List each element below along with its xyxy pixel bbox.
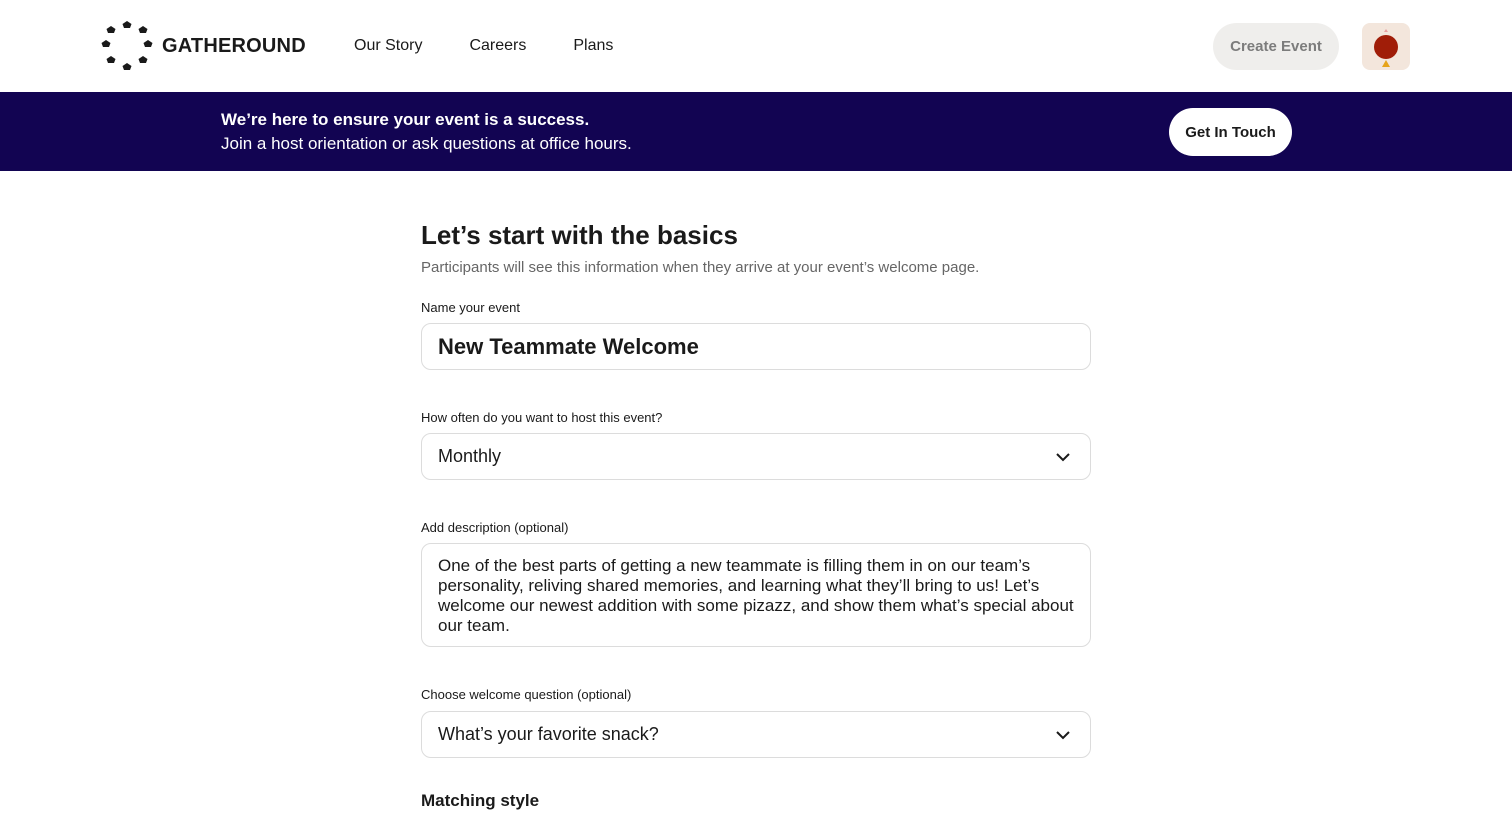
frequency-select[interactable] [421, 433, 1091, 480]
nav-careers[interactable]: Careers [469, 37, 527, 54]
avatar-illustration-icon [1362, 23, 1410, 70]
banner-subtitle: Join a host orientation or ask questions at office hours. [221, 134, 632, 153]
brand-logo[interactable] [101, 20, 306, 72]
create-event-button[interactable]: Create Event [1213, 23, 1339, 70]
page-description: Participants will see this information when they arrive at your event’s welcome page. [421, 259, 980, 276]
frequency-label: How often do you want to host this event? [421, 410, 663, 425]
nav-plans[interactable]: Plans [573, 37, 614, 54]
top-header [0, 0, 1512, 92]
welcome-question-select[interactable] [421, 711, 1091, 758]
welcome-question-value: What’s your favorite snack? [438, 724, 659, 744]
chevron-down-icon [1055, 449, 1071, 465]
banner-title: We’re here to ensure your event is a success. [221, 110, 590, 129]
matching-style-heading: Matching style [421, 791, 540, 810]
chevron-down-icon [1055, 727, 1071, 743]
description-textarea[interactable]: One of the best parts of getting a new teammate is filling them in on our team’s personality, reliving shared memories, and learning what they’ll bring to us! Let’s welcome our newest addition with some pizazz, and show them what’s special about our team. [421, 543, 1091, 647]
description-label: Add description (optional) [421, 520, 569, 535]
event-name-label: Name your event [421, 300, 520, 315]
user-avatar[interactable] [1362, 23, 1410, 70]
brand-name: GATHEROUND [162, 34, 306, 57]
gatheround-logo-icon [101, 20, 153, 72]
welcome-question-label: Choose welcome question (optional) [421, 687, 632, 702]
main-nav [354, 35, 660, 57]
page-title: Let’s start with the basics [421, 220, 738, 250]
get-in-touch-button[interactable]: Get In Touch [1169, 108, 1292, 156]
frequency-value: Monthly [438, 446, 502, 466]
event-name-input[interactable] [421, 323, 1091, 370]
nav-our-story[interactable]: Our Story [354, 37, 423, 54]
